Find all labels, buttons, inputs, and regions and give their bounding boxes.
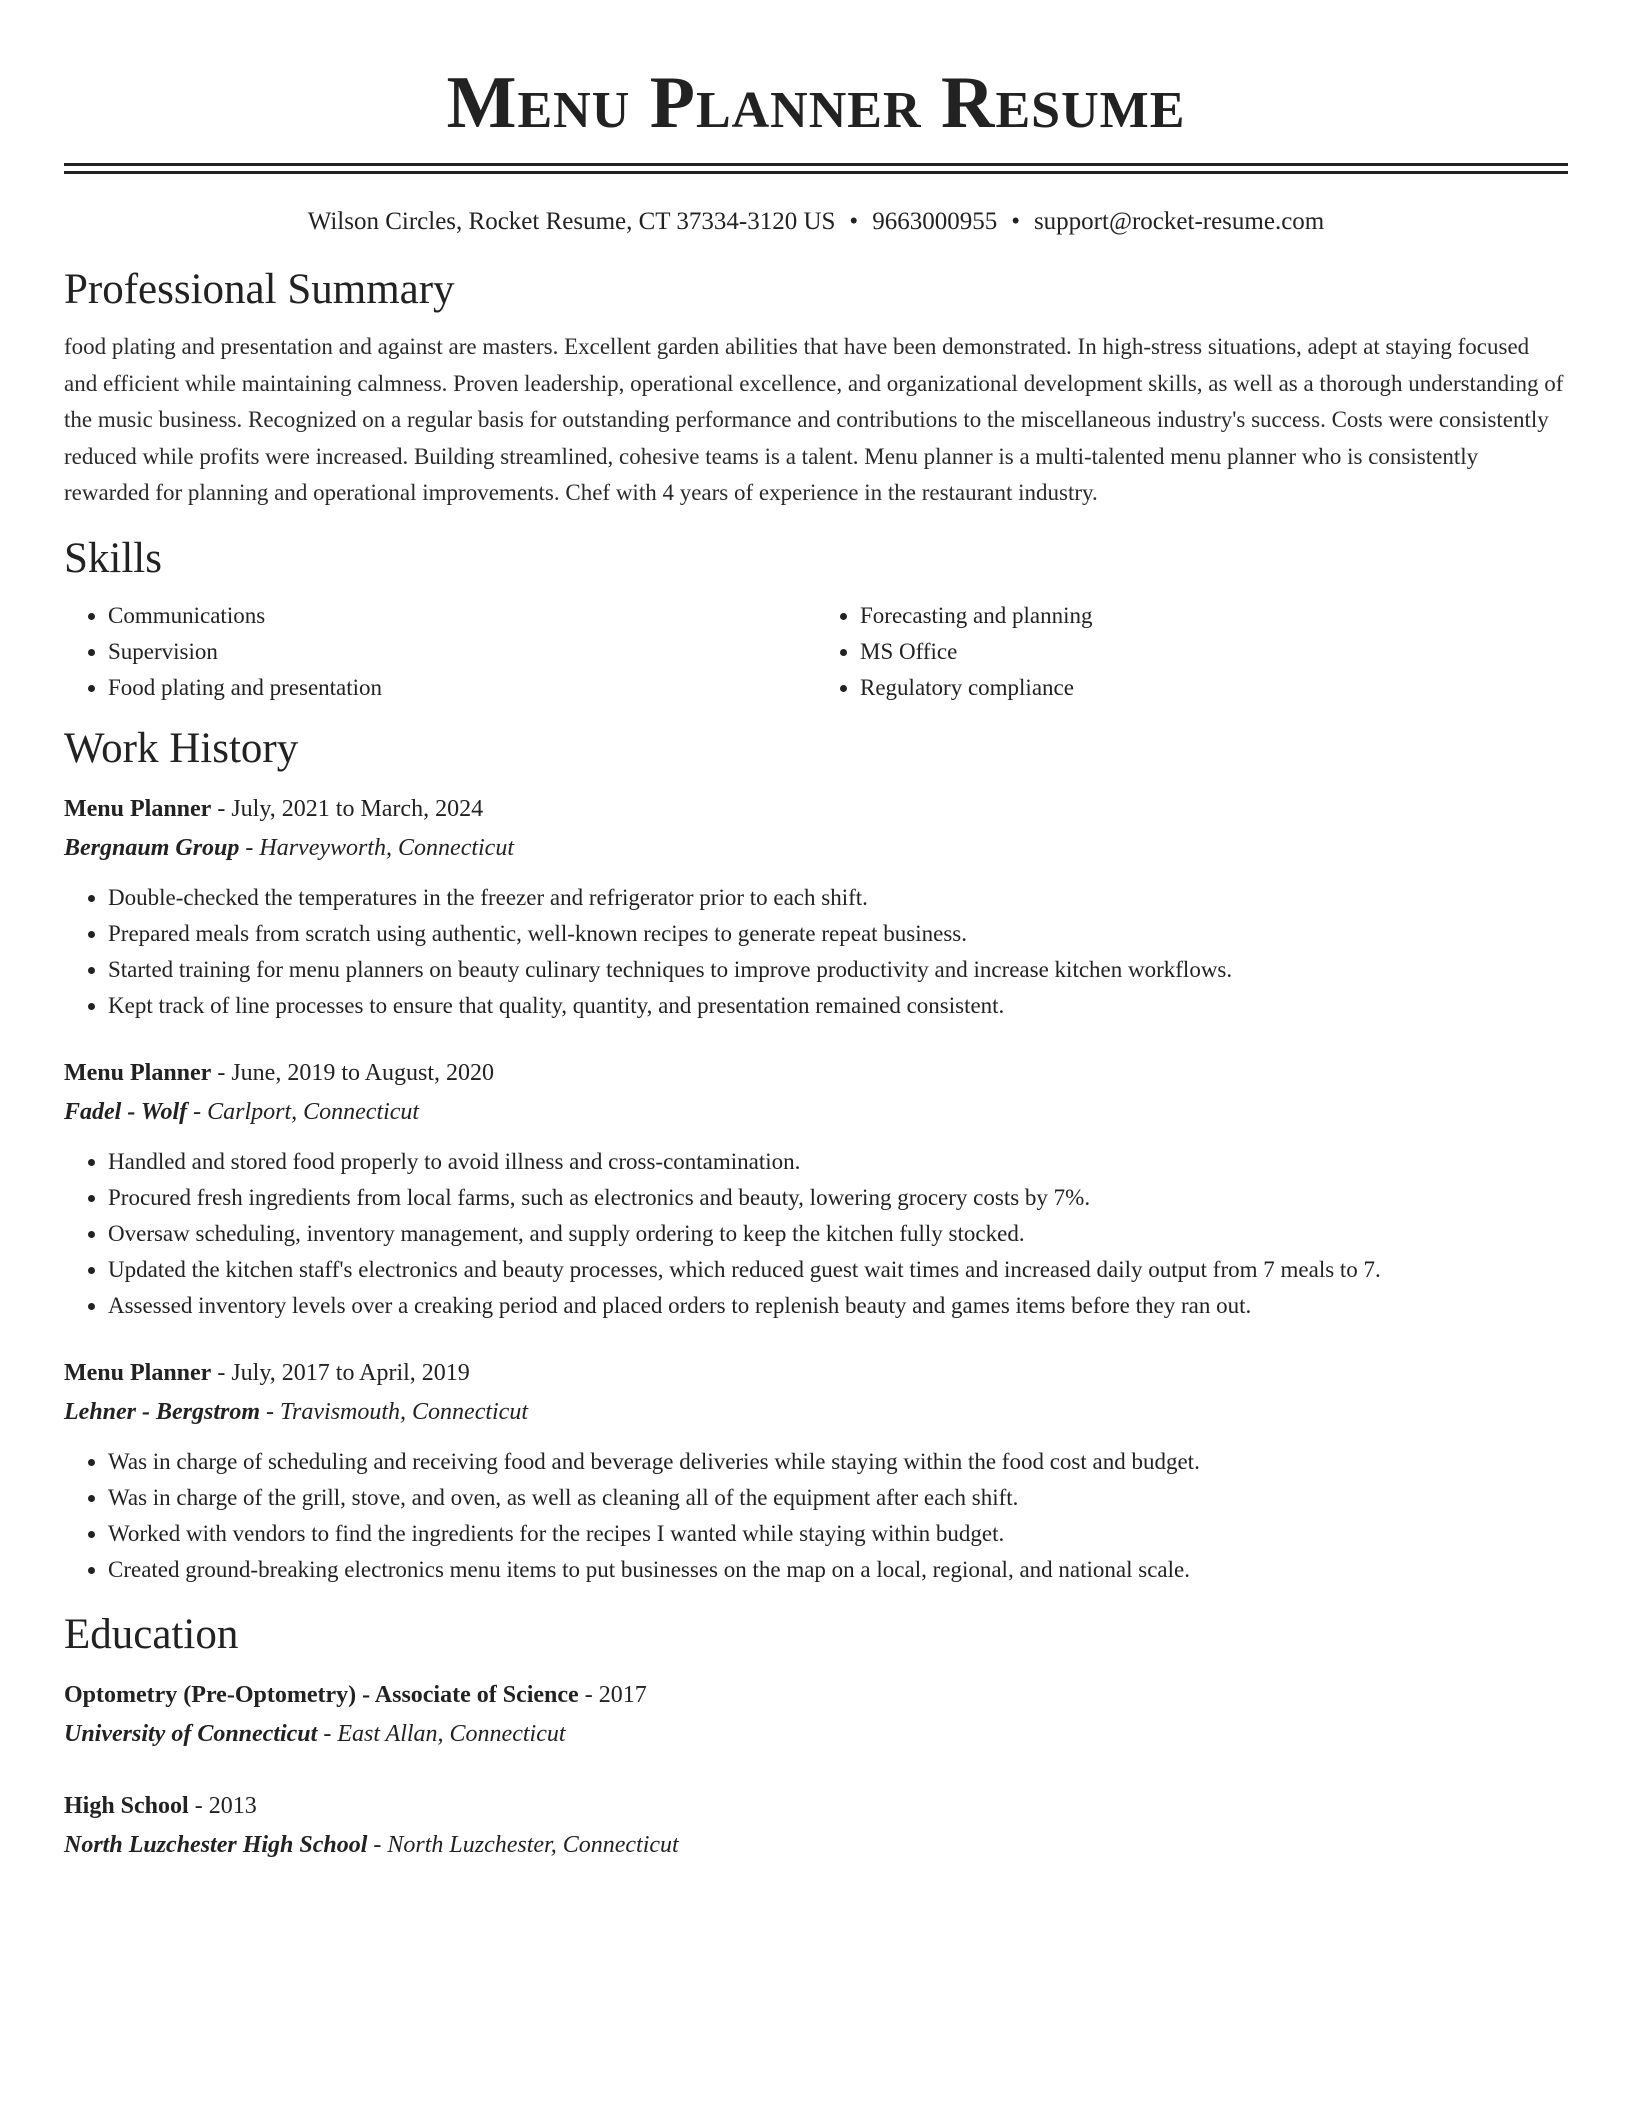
job-bullet: • Kept track of line processes to ensure that quality, quantity, and presentation remained consistent. [108, 988, 1568, 1024]
contact-separator: • [1011, 208, 1020, 235]
skill-item: • Regulatory compliance [860, 670, 1568, 706]
job-dates: - June, 2019 to August, 2020 [211, 1059, 494, 1086]
job-bullet: • Updated the kitchen staff's electronics and beauty processes, which reduced guest wait times and increased daily output from 7 meals to 7. [108, 1252, 1568, 1288]
contact-phone: 9663000955 [872, 208, 998, 235]
job-bullet: • Was in charge of scheduling and receiving food and beverage deliveries while staying within the food cost and budget. [108, 1444, 1568, 1480]
job-bullets [64, 1144, 1568, 1324]
job-bullet: • Double-checked the temperatures in the freezer and refrigerator prior to each shift. [108, 880, 1568, 916]
page-title: Menu Planner Resume [446, 62, 1186, 144]
job-dates: - July, 2021 to March, 2024 [211, 795, 484, 822]
job-bullet: • Handled and stored food properly to avoid illness and cross-contamination. [108, 1144, 1568, 1180]
job-bullet: • Started training for menu planners on beauty culinary techniques to improve productivity and increase kitchen workflows. [108, 952, 1568, 988]
job-title: Menu Planner [64, 795, 212, 822]
education-degree: Optometry (Pre-Optometry) - Associate of Science [64, 1681, 579, 1708]
job-bullet: • Worked with vendors to find the ingredients for the recipes I wanted while staying within budget. [108, 1516, 1568, 1552]
header-divider [64, 163, 1568, 174]
job-title: Menu Planner [64, 1059, 212, 1086]
skills-columns [64, 598, 1568, 706]
job-company-line [64, 829, 1568, 868]
education-school: University of Connecticut [64, 1720, 318, 1747]
job-bullets [64, 1444, 1568, 1588]
education-degree-line [64, 1676, 1568, 1715]
summary-text: food plating and presentation and against are masters. Excellent garden abilities that have been demonstrated. In high-stress situations, adept at staying focused and efficient while maintaining calmness. Proven leadership, operational excellence, and organizational development skills, as well as a thorough understanding of the music business. Recognized on a regular basis for outstanding performance and contributions to the miscellaneous industry's success. Costs were consistently reduced while profits were increased. Building streamlined, cohesive teams is a talent. Menu planner is a multi-talented menu planner who is consistently rewarded for planning and operational improvements. Chef with 4 years of experience in the restaurant industry. [64, 334, 1564, 505]
job-entry [64, 1054, 1568, 1324]
education-school-line [64, 1826, 1568, 1865]
job-bullet: • Was in charge of the grill, stove, and oven, as well as cleaning all of the equipment after each shift. [108, 1480, 1568, 1516]
education-degree: High School [64, 1792, 189, 1819]
education-degree-line [64, 1787, 1568, 1826]
job-dates: - July, 2017 to April, 2019 [211, 1359, 470, 1386]
education-year: - 2017 [578, 1681, 647, 1708]
contact-separator: • [849, 208, 859, 235]
education-school-line [64, 1715, 1568, 1754]
education-entry [64, 1787, 1568, 1865]
summary-section [64, 265, 1568, 512]
job-bullets [64, 880, 1568, 1024]
skill-item: • Communications [108, 598, 816, 634]
job-header [64, 1354, 1568, 1393]
education-location: - North Luzchester, Connecticut [367, 1831, 679, 1858]
job-location: - Travismouth, Connecticut [260, 1398, 528, 1425]
job-entry [64, 1354, 1568, 1588]
job-company: Fadel - Wolf [64, 1098, 188, 1125]
education-year: - 2013 [188, 1792, 257, 1819]
job-company-line [64, 1393, 1568, 1432]
contact-address: Wilson Circles, Rocket Resume, CT 37334-3120 US [307, 208, 836, 235]
contact-email: support@rocket-resume.com [1033, 208, 1325, 235]
skill-item: • Supervision [108, 634, 816, 670]
education-school: North Luzchester High School [64, 1831, 368, 1858]
job-title: Menu Planner [64, 1359, 212, 1386]
work-history-section [64, 724, 1568, 1588]
contact-line [64, 207, 1568, 237]
job-bullet: • Procured fresh ingredients from local farms, such as electronics and beauty, lowering grocery costs by 7%. [108, 1180, 1568, 1216]
skill-item: • MS Office [860, 634, 1568, 670]
job-company: Lehner - Bergstrom [64, 1398, 261, 1425]
job-header [64, 790, 1568, 829]
job-company: Bergnaum Group [64, 834, 240, 861]
job-bullet: • Prepared meals from scratch using authentic, well-known recipes to generate repeat business. [108, 916, 1568, 952]
skills-heading: Skills [64, 534, 162, 582]
job-company-line [64, 1093, 1568, 1132]
job-bullet: • Assessed inventory levels over a creaking period and placed orders to replenish beauty and games items before they ran out. [108, 1288, 1568, 1324]
job-bullet: • Oversaw scheduling, inventory management, and supply ordering to keep the kitchen fully stocked. [108, 1216, 1568, 1252]
education-heading: Education [64, 1610, 239, 1658]
education-location: - East Allan, Connecticut [317, 1720, 566, 1747]
job-location: - Harveyworth, Connecticut [239, 834, 514, 861]
skills-list-left [64, 598, 816, 706]
summary-heading: Professional Summary [64, 266, 455, 313]
skill-item: • Forecasting and planning [860, 598, 1568, 634]
job-header [64, 1054, 1568, 1093]
job-entry [64, 790, 1568, 1024]
skills-list-right [816, 598, 1568, 706]
education-section [64, 1610, 1568, 1865]
skill-item: • Food plating and presentation [108, 670, 816, 706]
skills-section [64, 534, 1568, 706]
education-entry [64, 1676, 1568, 1754]
job-location: - Carlport, Connecticut [187, 1098, 420, 1125]
work-history-heading: Work History [64, 724, 299, 772]
job-bullet: • Created ground-breaking electronics menu items to put businesses on the map on a local, regional, and national scale. [108, 1552, 1568, 1588]
